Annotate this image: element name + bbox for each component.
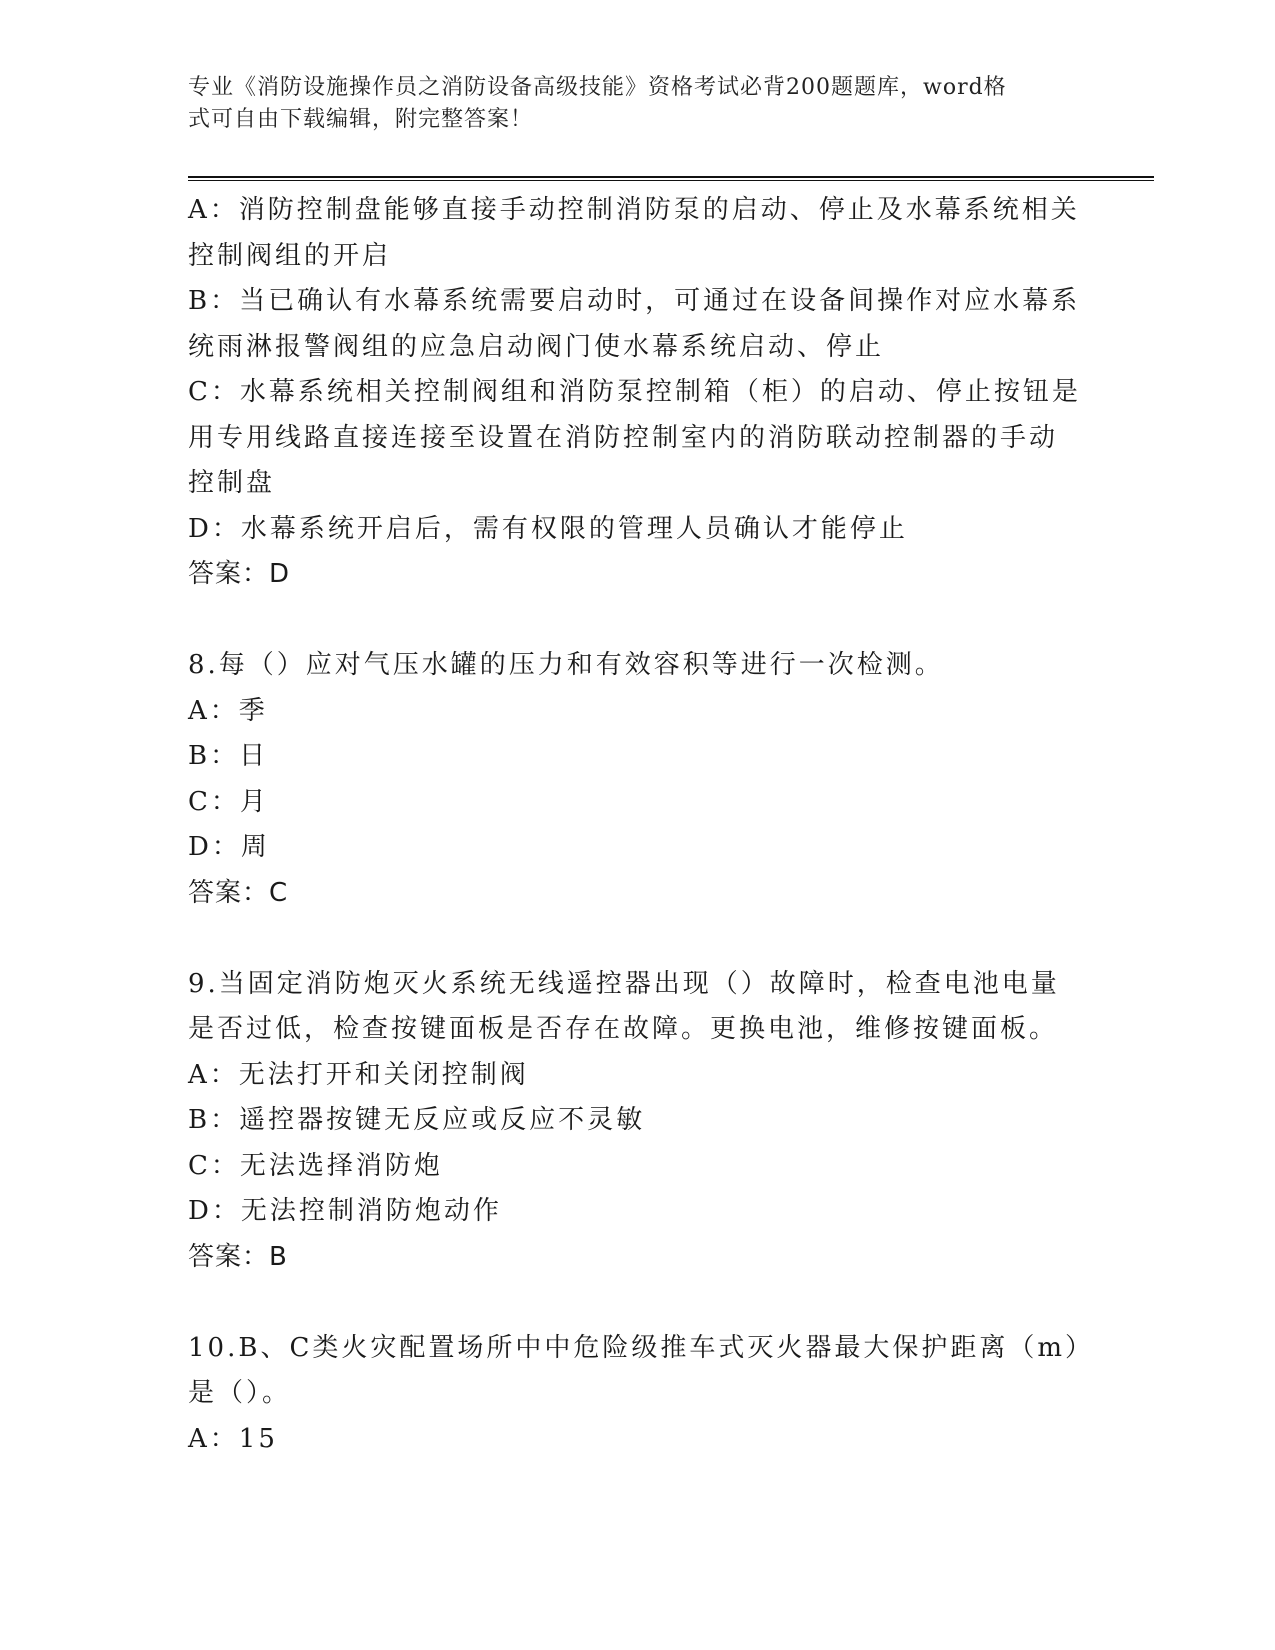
q9-question-line-2: 是否过低，检查按键面板是否存在故障。更换电池，维修按键面板。 [188, 1014, 1059, 1044]
q7-option-b-line-1: B：当已确认有水幕系统需要启动时，可通过在设备间操作对应水幕系 [188, 286, 1081, 316]
q9-question-line-1: 9.当固定消防炮灭火系统无线遥控器出现（）故障时，检查电池电量 [188, 968, 1060, 999]
page-header [188, 72, 1068, 136]
q8-option-c: C：月 [188, 786, 269, 817]
q9-answer: 答案：B [188, 1241, 288, 1272]
q9-option-a: A：无法打开和关闭控制阀 [188, 1059, 529, 1090]
q8-option-d: D：周 [188, 832, 270, 862]
q9-option-c: C：无法选择消防炮 [188, 1150, 443, 1181]
header-line-2: 式可自由下载编辑，附完整答案！ [188, 107, 534, 132]
q10-question-line-2: 是（）。 [188, 1378, 292, 1408]
q9-option-d: D：无法控制消防炮动作 [188, 1196, 502, 1226]
q7-option-a-line-1: A：消防控制盘能够直接手动控制消防泵的启动、停止及水幕系统相关 [188, 195, 1080, 225]
spacer [188, 1280, 1088, 1326]
header-divider [188, 176, 1154, 181]
q7-option-a-line-2: 控制阀组的开启 [188, 240, 392, 271]
question-10-block [188, 1326, 1095, 1463]
q8-answer: 答案：C [188, 877, 289, 908]
q7-option-c-line-1: C：水幕系统相关控制阀组和消防泵控制箱（柜）的启动、停止按钮是 [188, 377, 1081, 407]
header-line-1: 专业《消防设施操作员之消防设备高级技能》资格考试必背200题题库，word格 [188, 75, 1007, 100]
q7-option-c-line-2: 用专用线路直接连接至设置在消防控制室内的消防联动控制器的手动 [188, 422, 1059, 453]
q8-option-a: A：季 [188, 695, 268, 726]
spacer [188, 916, 1088, 962]
question-7-block [188, 188, 1088, 598]
q10-question-line-1: 10.B、C类火灾配置场所中中危险级推车式灭火器最大保护距离（m） [188, 1332, 1095, 1363]
document-body [188, 188, 1095, 1462]
question-8-block [188, 643, 1088, 916]
q10-option-a: A：15 [188, 1423, 278, 1454]
q7-option-c-line-3: 控制盘 [188, 468, 276, 498]
question-9-block [188, 962, 1088, 1281]
q7-option-d: D：水幕系统开启后，需有权限的管理人员确认才能停止 [188, 513, 908, 544]
q7-answer: 答案：D [188, 559, 291, 589]
q7-option-b-line-2: 统雨淋报警阀组的应急启动阀门使水幕系统启动、停止 [188, 331, 885, 362]
q8-question: 8.每（）应对气压水罐的压力和有效容积等进行一次检测。 [188, 650, 944, 680]
spacer [188, 598, 1088, 644]
q8-option-b: B：日 [188, 741, 269, 771]
q9-option-b: B：遥控器按键无反应或反应不灵敏 [188, 1105, 646, 1135]
